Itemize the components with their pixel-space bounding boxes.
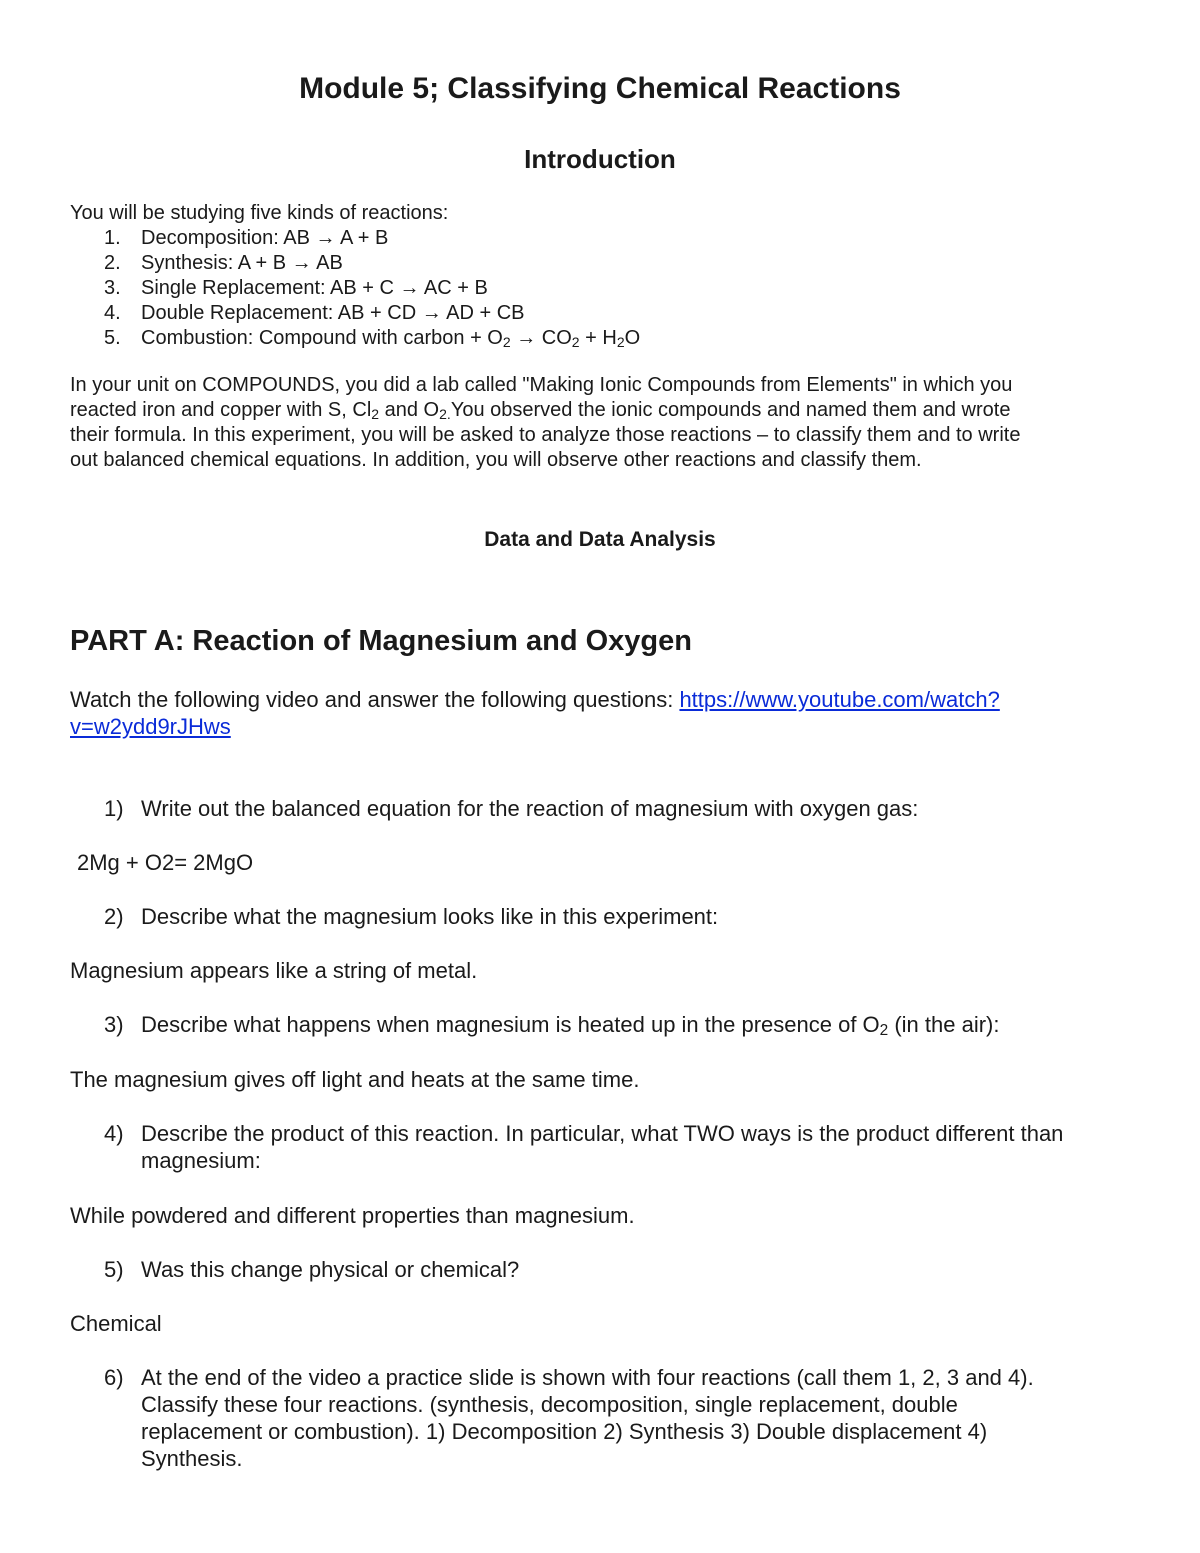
page-title: Module 5; Classifying Chemical Reactions [299,72,901,105]
question-number: 3) [104,1012,124,1037]
question-number: 1) [104,796,124,821]
question-number: 6) [104,1365,124,1390]
question-text: Describe what the magnesium looks like in this experiment: [141,904,719,929]
reaction-types-list [70,226,640,351]
question-text: At the end of the video a practice slide is shown with four reactions (call them 1, 2, 3 and 4). Classify these four reactions. (synthesis, decomposition, single replacement, double replacement or combustion). 1) Decomposition 2) Synthesis 3) Double displacement 4) Synthesis. [141,1365,1034,1471]
list-item-text: Synthesis: A + B → AB [141,252,343,274]
answer-5: Chemical [70,1311,162,1336]
list-number: 1. [104,227,121,249]
intro-paragraph: In your unit on COMPOUNDS, you did a lab called "Making Ionic Compounds from Elements" in which you reacted iron and copper with S, $Cl_2$ and $O_{2.}You$ observed the ionic compounds and named them and wrote their formula. In this experiment, you will be asked to analyze those reactions – to classify them and to write out balanced chemical equations. In addition, you will observe other reactions and classify them. [70,374,1021,471]
question-text: Describe the product of this reaction. In particular, what TWO ways is the product different than magnesium: [141,1121,1064,1173]
list-item-text: Combustion: Compound with carbon + $O_2 \to CO_2 + H_2O$ [141,327,641,350]
list-item [70,276,640,301]
video-link-continued[interactable]: v=w2ydd9rJHws [70,714,231,739]
list-item [70,301,640,326]
list-item-text: Double Replacement: AB + CD → AD + CB [141,302,525,324]
answer-1: 2Mg + O2= 2MgO [77,850,254,875]
list-number: 2. [104,252,121,274]
list-item-text: Single Replacement: AB + C → AC + B [141,277,488,299]
answer-3: The magnesium gives off light and heats at the same time. [70,1067,640,1092]
answer-2: Magnesium appears like a string of metal. [70,958,478,983]
question-text: Was this change physical or chemical? [141,1257,520,1282]
question-text: Describe what happens when magnesium is heated up in the presence of $O_2$ (in the air): [141,1012,1000,1040]
video-instructions: Watch the following video and answer the following questions: https://www.youtube.com/watch? v=w2ydd9rJHws [70,687,1000,739]
question-number: 2) [104,904,124,929]
list-item-text: Decomposition: AB → A + B [141,227,389,249]
section-heading-data: Data and Data Analysis [484,528,716,551]
section-heading-introduction: Introduction [524,144,676,174]
part-a-heading: PART A: Reaction of Magnesium and Oxygen [70,625,692,657]
list-number: 5. [104,327,121,349]
question-text: Write out the balanced equation for the reaction of magnesium with oxygen gas: [141,796,919,821]
question-number: 4) [104,1121,124,1146]
intro-lead: You will be studying five kinds of reactions: [70,202,449,224]
answer-4: While powdered and different properties than magnesium. [70,1203,635,1228]
list-number: 4. [104,302,121,324]
list-number: 3. [104,277,121,299]
question-number: 5) [104,1257,124,1282]
video-link[interactable]: https://www.youtube.com/watch? [679,687,1000,712]
list-item [70,251,640,276]
list-item [70,226,640,251]
list-item [70,326,640,351]
